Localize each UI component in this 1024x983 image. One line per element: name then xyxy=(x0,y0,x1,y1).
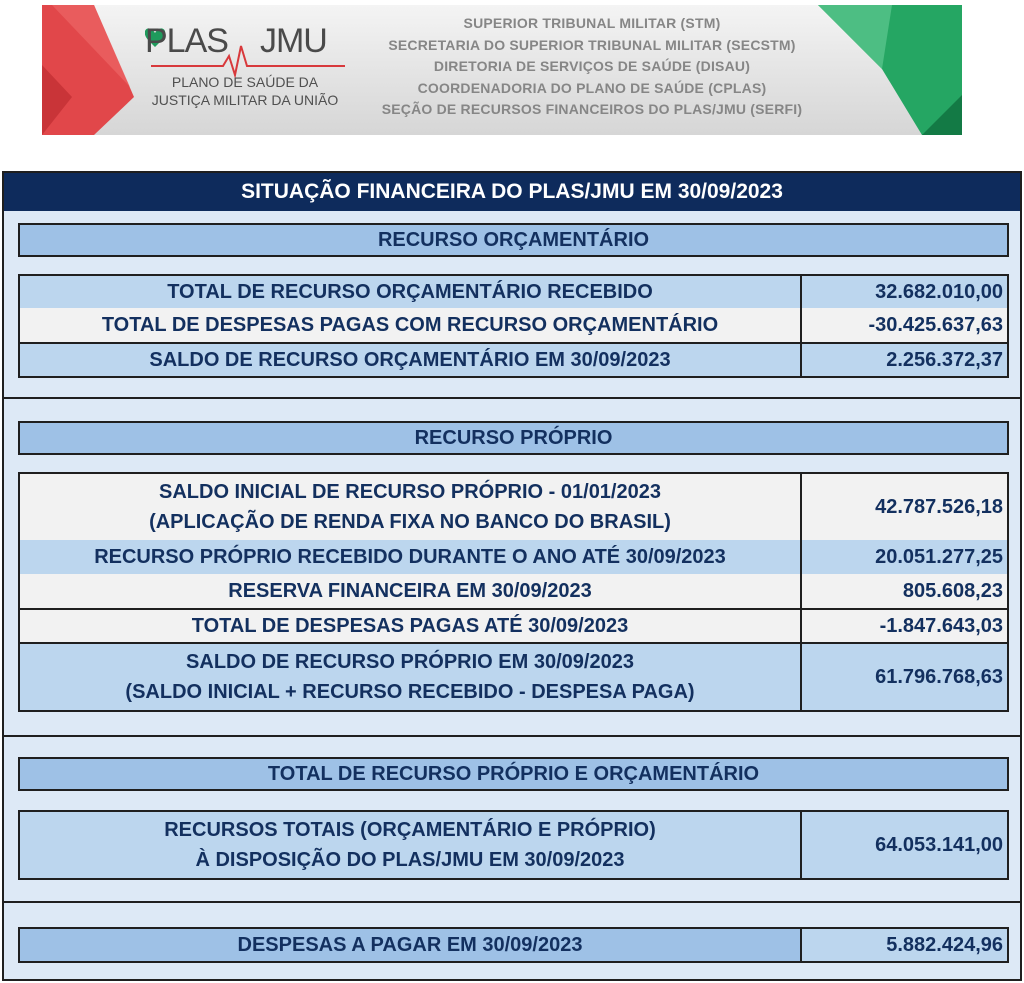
logo-text xyxy=(145,21,327,61)
row-value: 61.796.768,63 xyxy=(875,665,1003,688)
row-label: SALDO DE RECURSO ORÇAMENTÁRIO EM 30/09/2023 xyxy=(20,344,802,376)
row-label-line2: (SALDO INICIAL + RECURSO RECEBIDO - DESPESA PAGA) xyxy=(125,681,695,703)
section-separator xyxy=(4,735,1020,737)
table-orcamentario xyxy=(18,274,1009,378)
table-row xyxy=(20,574,1007,608)
logo-subtitle-line1: PLANO DE SAÚDE DA xyxy=(171,74,319,90)
row-label: TOTAL DE RECURSO ORÇAMENTÁRIO RECEBIDO xyxy=(20,276,802,308)
org-line: SEÇÃO DE RECURSOS FINANCEIROS DO PLAS/JMU (SERFI) xyxy=(381,101,803,117)
row-label-line2: (APLICAÇÃO DE RENDA FIXA NO BANCO DO BRASIL) xyxy=(149,511,671,533)
row-label-line2: À DISPOSIÇÃO DO PLAS/JMU EM 30/09/2023 xyxy=(195,849,625,871)
section-separator xyxy=(4,397,1020,399)
row-label: RECURSO PRÓPRIO RECEBIDO DURANTE O ANO ATÉ 30/09/2023 xyxy=(20,540,802,574)
org-line: COORDENADORIA DO PLANO DE SAÚDE (CPLAS) xyxy=(417,79,767,96)
row-label xyxy=(20,812,802,878)
org-line: SUPERIOR TRIBUNAL MILITAR (STM) xyxy=(463,15,721,31)
row-label: TOTAL DE DESPESAS PAGAS ATÉ 30/09/2023 xyxy=(20,610,802,642)
row-label-line1: RECURSOS TOTAIS (ORÇAMENTÁRIO E PRÓPRIO) xyxy=(164,819,656,841)
table-row xyxy=(20,540,1007,574)
financial-report xyxy=(2,171,1022,981)
row-label xyxy=(20,474,802,540)
row-value: -30.425.637,63 xyxy=(868,313,1003,336)
report-title: SITUAÇÃO FINANCEIRA DO PLAS/JMU EM 30/09/2023 xyxy=(4,173,1020,211)
row-value: 42.787.526,18 xyxy=(875,495,1003,518)
plas-jmu-logo xyxy=(145,17,345,117)
header-banner xyxy=(42,5,962,135)
table-row xyxy=(20,812,1007,878)
row-value: 64.053.141,00 xyxy=(875,833,1003,856)
organization-hierarchy xyxy=(342,13,842,121)
row-label xyxy=(20,644,802,710)
org-line: DIRETORIA DE SERVIÇOS DE SAÚDE (DISAU) xyxy=(433,58,751,74)
table-proprio xyxy=(18,472,1009,712)
row-label: TOTAL DE DESPESAS PAGAS COM RECURSO ORÇAMENTÁRIO xyxy=(20,308,802,342)
row-value: 805.608,23 xyxy=(902,579,1003,602)
org-line: SECRETARIA DO SUPERIOR TRIBUNAL MILITAR (SECSTM) xyxy=(388,36,796,53)
section-separator xyxy=(4,901,1020,903)
logo-subtitle-line2: JUSTIÇA MILITAR DA UNIÃO xyxy=(151,92,339,108)
row-value: 20.051.277,25 xyxy=(875,545,1003,568)
section-title-orcamentario: RECURSO ORÇAMENTÁRIO xyxy=(18,223,1009,257)
section-title-proprio: RECURSO PRÓPRIO xyxy=(18,421,1009,455)
table-row xyxy=(20,276,1007,308)
row-value: 2.256.372,37 xyxy=(886,348,1003,371)
table-row xyxy=(20,344,1007,376)
table-row xyxy=(20,610,1007,642)
row-value: 32.682.010,00 xyxy=(875,280,1003,303)
row-value: 5.882.424,96 xyxy=(802,929,1007,961)
table-total xyxy=(18,810,1009,880)
table-row xyxy=(20,644,1007,710)
row-label: DESPESAS A PAGAR EM 30/09/2023 xyxy=(20,929,802,961)
row-label-line1: SALDO DE RECURSO PRÓPRIO EM 30/09/2023 xyxy=(186,651,634,673)
table-row xyxy=(20,308,1007,342)
table-row xyxy=(20,474,1007,540)
row-label: RESERVA FINANCEIRA EM 30/09/2023 xyxy=(20,574,802,608)
row-value: -1.847.643,03 xyxy=(879,614,1003,637)
row-label-line1: SALDO INICIAL DE RECURSO PRÓPRIO - 01/01/2023 xyxy=(159,481,661,503)
section-title-total: TOTAL DE RECURSO PRÓPRIO E ORÇAMENTÁRIO xyxy=(18,757,1009,791)
table-despesas-a-pagar xyxy=(18,927,1009,963)
logo-text-left: PLAS xyxy=(145,22,228,60)
table-row xyxy=(20,929,1007,961)
logo-text-right: JMU xyxy=(259,22,327,60)
